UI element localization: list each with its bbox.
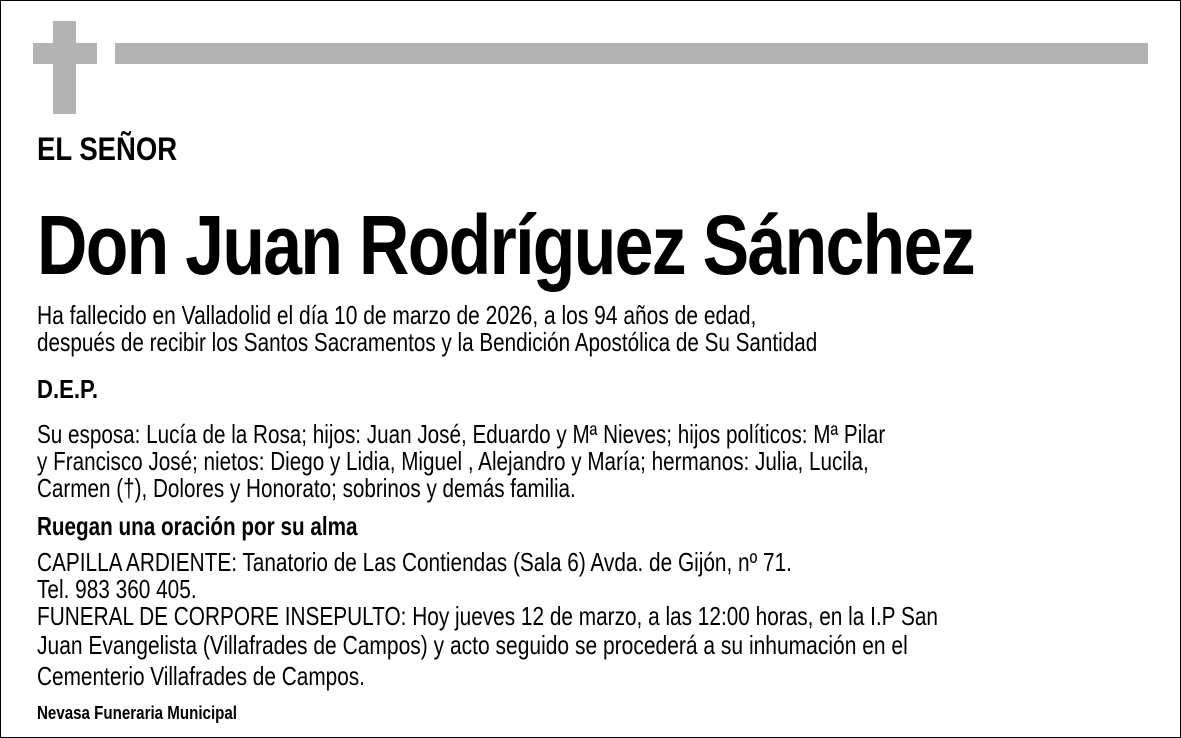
prayer-request: Ruegan una oración por su alma [37, 511, 358, 541]
ceremony-line-2: Tel. 983 360 405. [37, 574, 197, 604]
ceremony-line-1: CAPILLA ARDIENTE: Tanatorio de Las Contiendas (Sala 6) Avda. de Gijón, nº 71. [37, 547, 792, 577]
honorific: EL SEÑOR [37, 131, 178, 167]
family-line-2: y Francisco José; nietos: Diego y Lidia, Miguel , Alejandro y María; hermanos: Julia, Lucila, [37, 446, 869, 476]
family-line-3: Carmen (†), Dolores y Honorato; sobrinos y demás familia. [37, 473, 576, 503]
death-line-2: después de recibir los Santos Sacramentos y la Bendición Apostólica de Su Santidad [37, 327, 818, 357]
funeral-home: Nevasa Funeraria Municipal [37, 703, 237, 723]
cross-horizontal-bar [33, 43, 97, 64]
death-line-1: Ha fallecido en Valladolid el día 10 de marzo de 2026, a los 94 años de edad, [37, 300, 757, 330]
family-line-1: Su esposa: Lucía de la Rosa; hijos: Juan José, Eduardo y Mª Nieves; hijos políticos: Mª Pilar [37, 419, 886, 449]
header-rule [115, 43, 1148, 64]
ceremony-line-5: Cementerio Villafrades de Campos. [37, 661, 365, 691]
ceremony-line-4: Juan Evangelista (Villafrades de Campos) y acto seguido se procederá a su inhumación en el [37, 630, 908, 660]
deceased-name: Don Juan Rodríguez Sánchez [37, 198, 974, 292]
cross-vertical-bar [53, 21, 76, 114]
ceremony-line-3: FUNERAL DE CORPORE INSEPULTO: Hoy jueves 12 de marzo, a las 12:00 horas, en la I.P San [37, 601, 938, 631]
dep-heading: D.E.P. [37, 374, 99, 404]
